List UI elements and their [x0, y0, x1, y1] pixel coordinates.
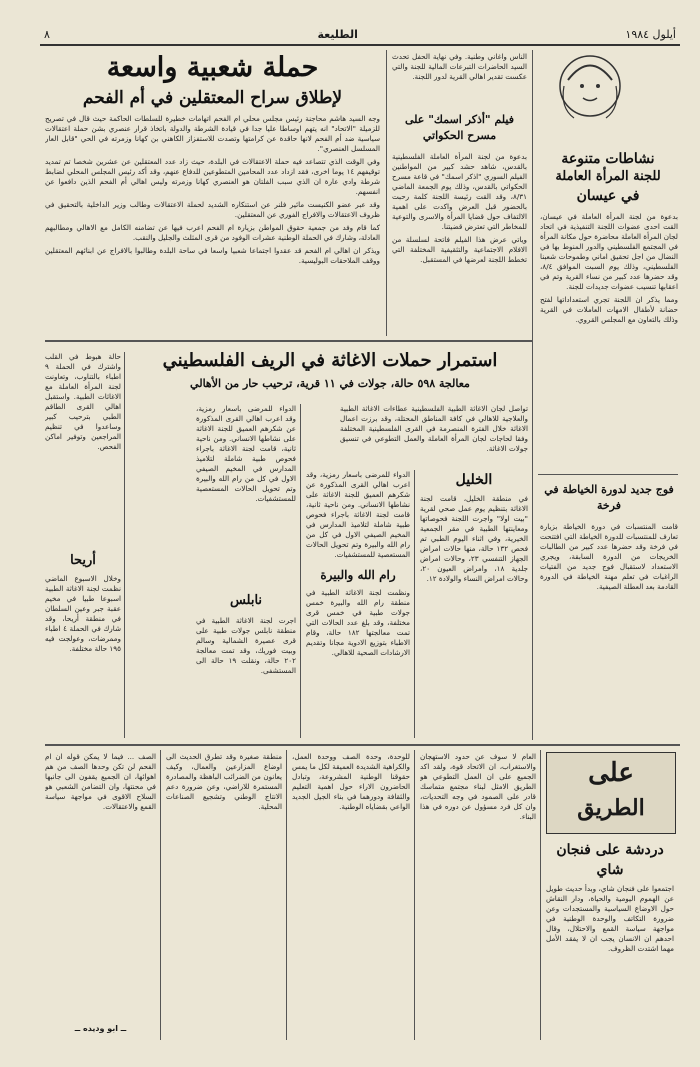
womens-committee-paragraph-1: بدعوة من لجنة المرأة العاملة في عيسان، القت احدى عضوات اللجنة التنفيذية في اتحاد لجان المرأة العاملة محاضرة حول مكانة المرأة في المجتمع الفلسطيني والدور المنوط بها في النضال من اجل تحقيق اماني وطموحات شعبنا الفلسطيني، وذلك يوم السبت الموافق ٨/٤، وقد حضرها عدد كبير من نساء القرية وتم في اعقابها تنسيب عضوات جديدات للجنة. [540, 212, 678, 291]
relief-middle-column: الدواء للمرضى باسعار رمزية، وقد اعرب اهالي القرى المذكورة عن شكرهم العميق للجنة الاغاثة على نشاطها الانساني. ومن ناحية ثانية، قامت لجنة الاغاثة باجراء فحوص طبية شاملة لتلاميذ المدارس في المخيم الصيفي الاول في كل من رام الله والبيرة وتم تحويل الحالات المستعصية للمستشفيات. [196, 404, 296, 503]
woman-portrait-illustration [550, 46, 630, 126]
section-divider [538, 474, 678, 475]
column-divider [532, 50, 533, 740]
relief-headline-1: استمرار حملات الاغاثة في الريف الفلسطيني [162, 350, 498, 371]
relief-left-column: حالة هبوط في القلب واشترك في الحملة ٩ اطباء بالتناوب، وتعاونت لجنة المرأة العاملة مع الاغاثات الطبية. واستقبل اهالي القرى الطاقم الطبي بترحيب كبير وساعدوا في تنظيم المراجعين وتوفير اماكن الفحص. [45, 352, 121, 451]
bottom-column-3: للوحدة، وحدة الصف ووحدة العمل، والكراهية الشديدة العميقة لكل ما يمس حقوقنا الوطنية المشروعة، وتبادل الحاضرون الاراء حول اهمية التعليم والثقافة ودورهما في بناء الجيل الجديد الواعي بقضاياه الوطنية. [292, 752, 410, 811]
jericho-article: وخلال الاسبوع الماضي نظمت لجنة الاغاثة الطبية اسبوعا طبيا في مخيم عقبة جبر وعين السلطان في منطقة أريحا، وقد شارك في الحملة ٤ اطباء وممرضات، وعولجت فيه ١٩٥ حالة مختلفة. [45, 574, 121, 653]
womens-committee-title-1: نشاطات متنوعة [561, 151, 655, 167]
page-header [40, 24, 680, 46]
relief-intro: تواصل لجان الاغاثة الطبية الفلسطينية عطاءات الاغاثة الطبية والعلاجية للاهالي في كافة المناطق المحتلة، وقد برزت اعمال الاغاثة خلال الفترة المنصرمة في القرى الفلسطينية المختلفة وفقا لحاجات لجان المرأة العاملة والعمل التطوعي في تنسيق جولات الاغاثة. [340, 404, 528, 453]
womens-committee-paragraph-2: ومما يذكر ان اللجنة تجري استعداداتها لفتح حضانة لأطفال الامهات العاملات في القرية وذلك بالتعاون مع المجلس القروي. [540, 295, 678, 324]
author-signature: ــ ابو وديده ــ [74, 1024, 127, 1033]
section-divider [45, 744, 680, 746]
column-divider [386, 50, 387, 336]
jericho-subheading: أريحا [70, 553, 96, 568]
film-article [392, 152, 527, 336]
hebron-subheading: الخليل [455, 472, 493, 488]
top-story-body [45, 114, 380, 334]
on-the-road-title-2: الطريق [577, 795, 645, 821]
ramallah-subheading: رام الله والبيرة [320, 568, 396, 582]
hebron-article: في منطقة الخليل، قامت لجنة الاغاثة بتنظيم يوم عمل صحي لقرية "بيت اولا" واجرت اللجنة فحوصاتها ومعاينتها الطبية في مقر الجمعية الخيرية، وفي اثناء اليوم الطبي تم فحص ١٣٢ حالة، منها حالات امراض الجهاز التنفسي ٢٣، وحالات امراض جلدية ١٨، وامراض العيون ٢٠، وحالات امراض النساء والولادة ١٢. [420, 494, 528, 583]
column-divider [124, 352, 125, 738]
top-story-paragraph-4: كما قام وفد من جمعية حقوق المواطن بزيارة ام الفحم اعرب فيها عن تضامنه الكامل مع الاهالي ومطالبهم العادلة، وشارك في الحملة الوطنية عشرات الوفود من قرى المثلث والجليل والنقب. [45, 223, 380, 242]
top-story-paragraph-3: وقد عبر عضو الكنيست مائير فلنر عن استنكاره الشديد لحملة الاعتقالات وطالب وزير الداخلية بالتحقيق في ظروف الاعتقالات والافراج الفوري عن المعتقلين. [45, 200, 380, 219]
relief-ramallah-intro: الدواء للمرضى باسعار رمزية، وقد اعرب اهالي القرى المذكورة عن شكرهم العميق للجنة الاغاثة على نشاطها الانساني. ومن ناحية ثانية، قامت لجنة الاغاثة باجراء فحوص طبية شاملة لتلاميذ المدارس في المخيم الصيفي الاول في كل من رام الله والبيرة وتم تحويل الحالات المستعصية للمستشفيات. [306, 470, 410, 559]
top-story-headline-1: حملة شعبية واسعة [106, 52, 319, 83]
top-story-headline-2: لإطلاق سراح المعتقلين في أم الفحم [82, 88, 343, 108]
chat-column-text: اجتمعوا على فنجان شاي، وبدأ حديث طويل عن الهموم اليومية والحياة، ودار النقاش حول الاوضاع السياسية والمستجدات وعن ضرورة التكاتف والوحدة الوطنية في مواجهة سياسة القمع والاحتلال، وقال احدهم ان الانسان يجب ان لا يفقد الأمل مهما اشتدت الظروف. [546, 884, 674, 953]
top-story-paragraph-5: ويذكر ان اهالي ام الفحم قد عقدوا اجتماعا شعبيا واسعا في ساحة البلدة وطالبوا بالافراج عن ابنائهم المعتقلين ووقف الملاحقات البوليسية. [45, 246, 380, 265]
column-divider [540, 750, 541, 1040]
nablus-subheading: نابلس [229, 593, 263, 608]
page-date: أيلول ١٩٨٤ [625, 27, 676, 41]
column-divider [414, 750, 415, 1040]
column-divider [414, 470, 415, 738]
relief-headline-2: معالجة ٥٩٨ حالة، جولات في ١١ قرية، ترحيب حار من الأهالي [190, 377, 470, 390]
womens-committee-title-3: في عيسان [576, 188, 640, 204]
ramallah-article: ونظمت لجنة الاغاثة الطبية في منطقة رام الله والبيرة خمس جولات طبية في خمس قرى مختلفة، وقد بلغ عدد الحالات التي تمت معالجتها ١٨٢ حالة، وقام الاطباء بتوزيع الادوية مجانا وتقديم الارشادات الصحية للاهالي. [306, 588, 410, 657]
intro-text: الناس واغاني وطنية. وفي نهاية الحفل تحدث السيد الحاضرات التبرعات المالية للجنة والتي عكست تقدير اهالي القرية لدور اللجنة. [392, 52, 527, 81]
column-divider [286, 750, 287, 1040]
womens-committee-title-2: للجنة المرأة العاملة [555, 169, 661, 184]
chat-column-title: دردشة على فنجان شاي [556, 842, 664, 878]
film-headline: فيلم "أذكر اسمك" على مسرح الحكواتي [404, 113, 515, 142]
bottom-column-4: منطقة صغيرة وقد تطرق الحديث الى اوضاع المزارعين والعمال، وكيف يعانون من الضرائب الباهظة والمصادرة المستمرة للاراضي، وعن ضرورة دعم الانتاج الوطني وتشجيع الصناعات المحلية. [166, 752, 282, 811]
bottom-column-2: العام لا سوف عن حدود الاستهجان والاستغراب، ان الاتحاد قوة، ولقد اكد الجميع على ان العمل التطوعي هو الطريق الامثل لبناء مجتمع متماسك قادر على الصمود في وجه التحديات، وان كل فرد مسؤول عن دوره في هذا البناء. [420, 752, 536, 821]
sewing-course-headline: فوج جديد لدورة الخياطة في فرخة [544, 483, 674, 512]
top-story-paragraph-1: وجه السيد هاشم محاجنة رئيس مجلس محلي ام الفحم اتهامات خطيرة للسلطات الحاكمة حيث قال في تصريح للزميلة "الاتحاد" انه يتهم اوساطا عليا جدا في قيادة الشرطة والدولة باتخاذ قرار عنصري بشن حملة اعتقالات سياسية ضد أم الفحم لانها حاقدة عن كرامتها وتصدت للاستفزاز الكاهني بن كهانا وزمرته في الحي "قابل العار المسلسل العنصري". [45, 114, 380, 153]
on-the-road-title-1: على [588, 758, 634, 788]
film-paragraph-1: بدعوة من لجنة المرأة العاملة الفلسطينية بالقدس، شاهد حشد كبير من المواطنين الفيلم السوري "اذكر اسمك" في قاعة مسرح الحكواتي بالقدس، وذلك يوم الجمعة الماضي ٨/٣١، وقد القت رئيسة اللجنة كلمة رحبت بالحضور قبل العرض واكدت على اهمية الالتفاف حول قضايا المرأة والاسرى والتوعية للمخاطر التي تعترض قضيتنا. [392, 152, 527, 231]
film-paragraph-2: وياتي عرض هذا الفيلم فاتحة لسلسلة من الافلام الاجتماعية والتثقيفية المختلفة التي تخطط اللجنة لعرضها في المستقبل. [392, 235, 527, 264]
column-divider [300, 404, 301, 738]
section-name: الطليعة [317, 27, 358, 41]
top-story-paragraph-2: وفي الوقت الذي تتصاعد فيه حملة الاعتقالات في البلدة، حيث زاد عدد المعتقلين عن عشرين شخصا تم تمديد توقيفهم ١٤ يوما اخرى، فقد ازداد عدد المحامين المتطوعين للدفاع عنهم، وقد أكد رئيس المجلس المحلي لضابط شرطة وادي عارة ان الذي سبب الفلتان هو العنصري كهانا وزمرته وليس اهالي أم الفحم الذين دافعوا عن انفسهم. [45, 157, 380, 196]
page-number: ٨ [44, 27, 50, 41]
nablus-article: اجرت لجنة الاغاثة الطبية في منطقة نابلس جولات طبية على قرى عصيرة الشمالية وسالم وبيت فوريك، وقد تمت معالجة ٢٠٢ حالة، ونقلت ١٩ حالة الى المستشفى. [196, 616, 296, 675]
womens-committee-article [540, 212, 678, 470]
on-the-road-box [546, 752, 676, 834]
section-divider [45, 340, 532, 342]
bottom-column-5: الصف ... فيما لا يمكن قوله ان ام الفحم لن تكن وحدها الصف من هم اهوائها، ان الجميع يقفون الى جانبها في محنتها، وان التضامن الشعبي هو السلاح الاقوى في مواجهة سياسة القمع والاعتقالات. [45, 752, 156, 811]
sewing-course-article: قامت المنتسبات في دورة الخياطة بزيارة تعارف للمنتسبات للدورة الخياطة التي افتتحت في فرخة وقد حضرها عدد كبير من الطالبات الخريجات من الدورة السابقة، ويجري الاستعداد لاستقبال فوج جديد من الفتيات الراغبات في تعلم مهنة الخياطة في الدورة القادمة بعد العطلة الصيفية. [540, 522, 678, 591]
column-divider [160, 750, 161, 1040]
